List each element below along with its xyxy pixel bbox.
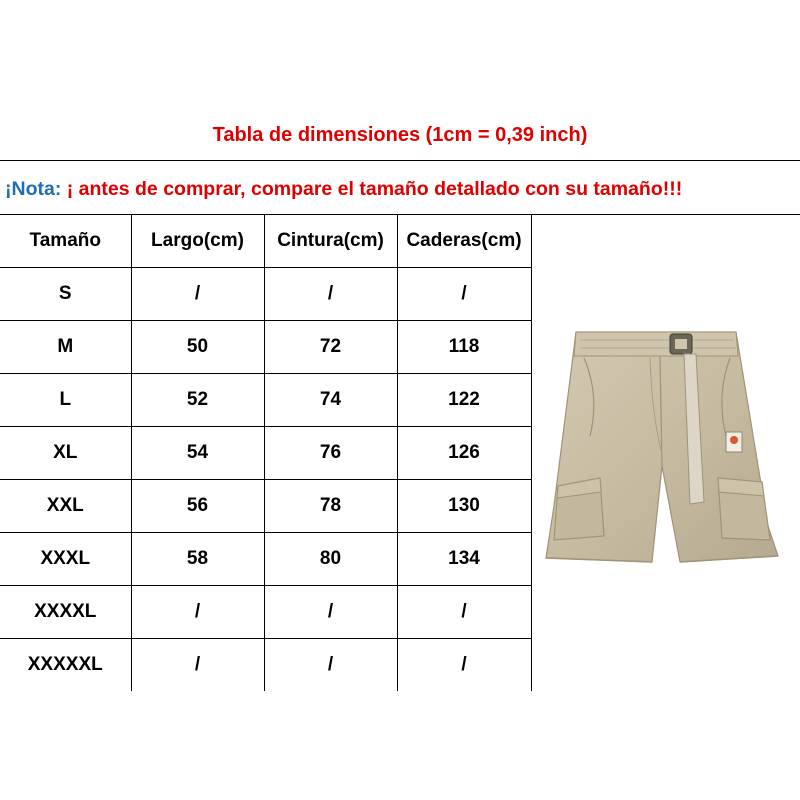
cell-waist: 74 xyxy=(264,374,397,427)
cell-waist: 76 xyxy=(264,427,397,480)
cell-waist: 78 xyxy=(264,480,397,533)
table-row xyxy=(0,374,531,427)
size-note xyxy=(5,177,800,201)
table-row xyxy=(0,427,531,480)
cell-size: M xyxy=(0,321,131,374)
cell-waist: 80 xyxy=(264,533,397,586)
cell-size: S xyxy=(0,268,131,321)
header-length: Largo(cm) xyxy=(131,215,264,268)
cell-waist: 72 xyxy=(264,321,397,374)
cell-waist: / xyxy=(264,639,397,692)
cell-size: XXXXXL xyxy=(0,639,131,692)
cell-length: 58 xyxy=(131,533,264,586)
divider-top xyxy=(0,160,800,161)
header-size: Tamaño xyxy=(0,215,131,268)
cell-hips: 122 xyxy=(397,374,531,427)
cell-length: / xyxy=(131,268,264,321)
cell-length: 54 xyxy=(131,427,264,480)
table-header-row xyxy=(0,215,531,268)
table-row xyxy=(0,586,531,639)
cell-hips: 118 xyxy=(397,321,531,374)
cell-size: XXXXL xyxy=(0,586,131,639)
cell-length: / xyxy=(131,639,264,692)
cell-waist: / xyxy=(264,586,397,639)
cell-hips: 134 xyxy=(397,533,531,586)
cell-size: XXL xyxy=(0,480,131,533)
size-table xyxy=(0,215,532,691)
cell-hips: 126 xyxy=(397,427,531,480)
header-hips: Caderas(cm) xyxy=(397,215,531,268)
cell-hips: 130 xyxy=(397,480,531,533)
cell-hips: / xyxy=(397,639,531,692)
note-label: ¡Nota: xyxy=(5,178,62,200)
header-waist: Cintura(cm) xyxy=(264,215,397,268)
cell-length: 52 xyxy=(131,374,264,427)
cell-size: L xyxy=(0,374,131,427)
cell-length: 50 xyxy=(131,321,264,374)
cell-hips: / xyxy=(397,268,531,321)
page-title: Tabla de dimensiones (1cm = 0,39 inch) xyxy=(212,124,588,146)
table-row xyxy=(0,533,531,586)
cell-size: XXXL xyxy=(0,533,131,586)
cell-size: XL xyxy=(0,427,131,480)
cell-length: 56 xyxy=(131,480,264,533)
table-row xyxy=(0,268,531,321)
note-text: ¡ antes de comprar, compare el tamaño detallado con su tamaño!!! xyxy=(61,178,683,200)
table-row xyxy=(0,321,531,374)
cell-waist: / xyxy=(264,268,397,321)
cell-hips: / xyxy=(397,586,531,639)
table-row xyxy=(0,639,531,692)
table-row xyxy=(0,480,531,533)
cell-length: / xyxy=(131,586,264,639)
shorts-product-image xyxy=(540,326,796,580)
